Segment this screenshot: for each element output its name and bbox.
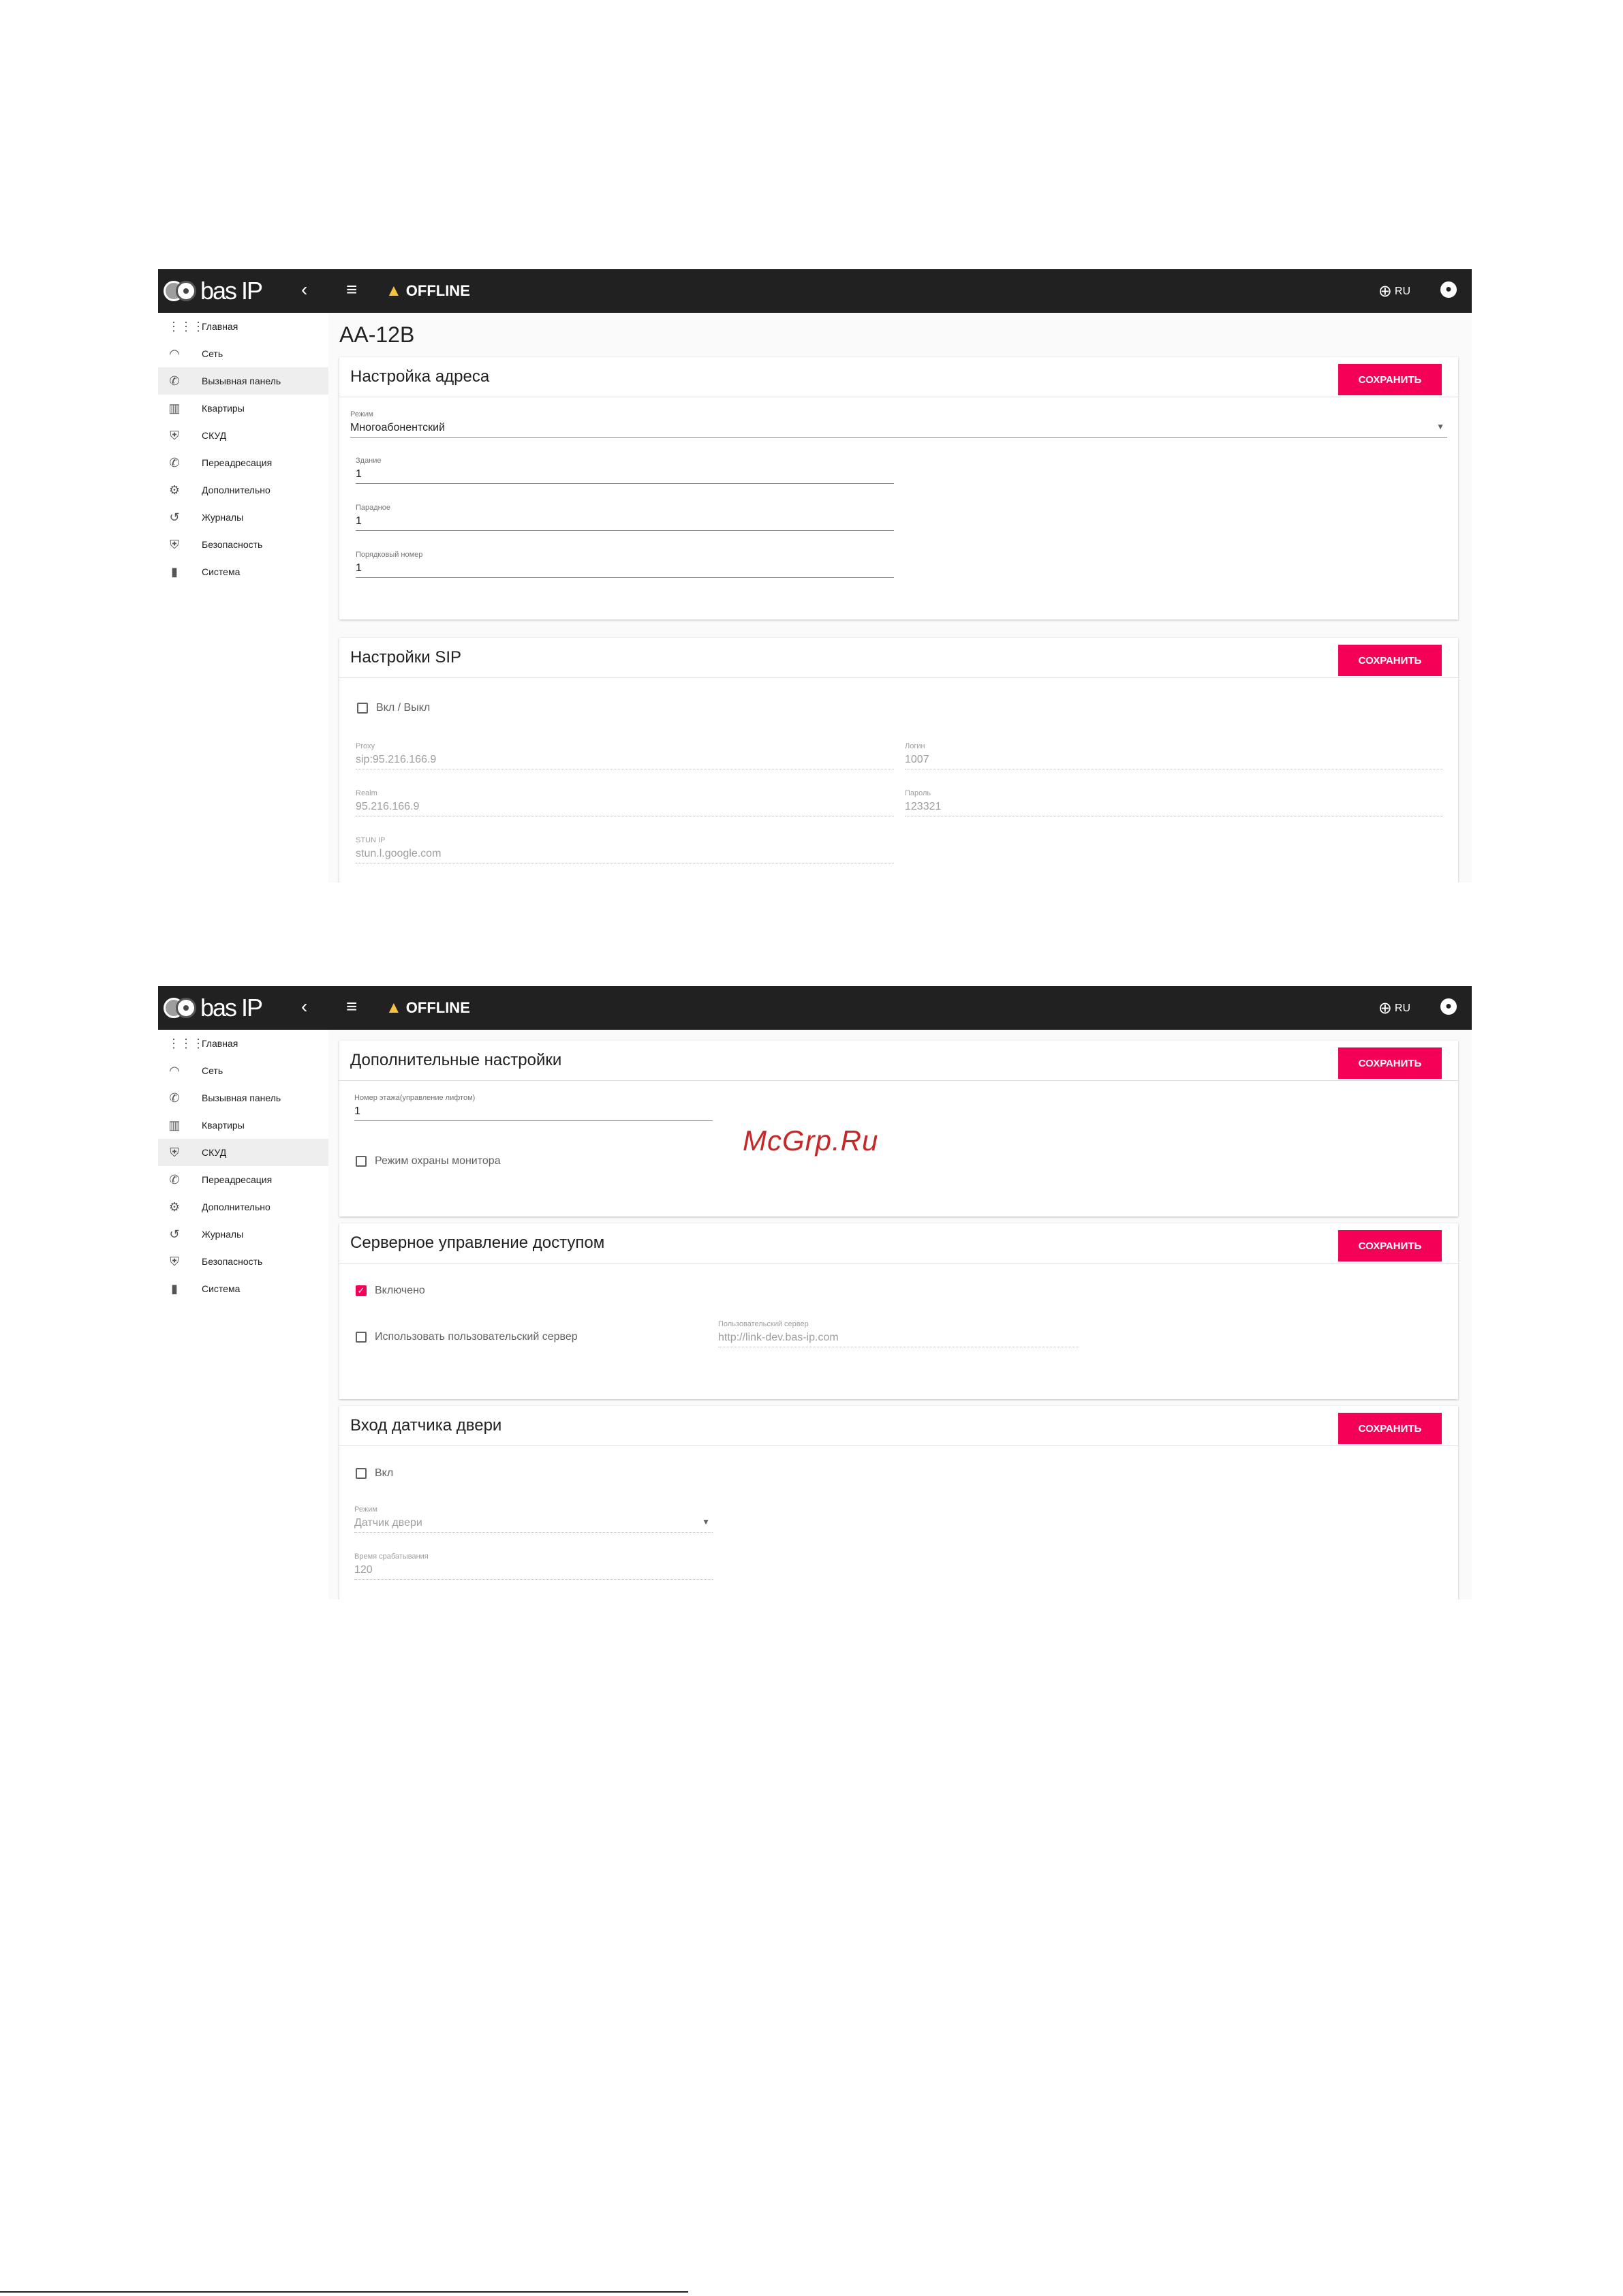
- card-title: Настройка адреса: [350, 367, 490, 386]
- sidebar-item-advanced[interactable]: ⚙ Дополнительно: [168, 483, 270, 497]
- grid-icon: ⋮⋮⋮: [168, 319, 204, 333]
- mode-select[interactable]: Режим Многоабонентский ▼: [350, 410, 1447, 438]
- sidebar-item-call-panel[interactable]: ✆ Вызывная панель: [158, 367, 328, 395]
- language-selector[interactable]: ⊕ RU: [1378, 999, 1410, 1017]
- entrance-field[interactable]: Парадное 1: [356, 504, 894, 531]
- warning-icon: ▲: [386, 998, 402, 1017]
- sidebar-item-advanced[interactable]: ⚙ Дополнительно: [168, 1199, 270, 1214]
- phone-forward-icon: ✆: [169, 1172, 180, 1187]
- door-mode-select[interactable]: Режим Датчик двери ▼: [354, 1505, 713, 1533]
- menu-icon[interactable]: ≡: [346, 279, 358, 300]
- dropdown-arrow-icon: ▼: [1436, 422, 1444, 431]
- screenshot-call-panel: [158, 269, 1472, 883]
- sidebar-item-network[interactable]: ◠ Сеть: [158, 340, 328, 367]
- login-field[interactable]: Логин 1007: [905, 742, 1443, 769]
- stun-field[interactable]: STUN IP stun.l.google.com: [356, 836, 894, 863]
- account-icon[interactable]: ●: [1440, 281, 1457, 298]
- sidebar-item-access-control[interactable]: ⛨ СКУД: [158, 422, 328, 449]
- sidebar-item-apartments[interactable]: ▥ Квартиры: [168, 401, 245, 415]
- save-button[interactable]: СОХРАНИТЬ: [1338, 1230, 1442, 1261]
- shield-check-icon: ⛨: [170, 428, 179, 442]
- system-icon: ▮: [171, 564, 178, 579]
- password-field[interactable]: Пароль 123321: [905, 789, 1443, 816]
- account-icon[interactable]: ●: [1440, 998, 1457, 1015]
- building-field[interactable]: Здание 1: [356, 457, 894, 484]
- custom-server-field[interactable]: Пользовательский сервер http://link-dev.bas-ip.com: [718, 1320, 1079, 1347]
- save-button[interactable]: СОХРАНИТЬ: [1338, 645, 1442, 676]
- security-icon: ⛨: [170, 1254, 179, 1268]
- phone-icon: ✆: [169, 1090, 180, 1105]
- sidebar-item-forwarding[interactable]: ✆ Переадресация: [158, 449, 328, 476]
- screenshot-access-control: [158, 986, 1472, 1599]
- sidebar-item-forwarding[interactable]: ✆ Переадресация: [158, 1166, 328, 1193]
- warning-icon: ▲: [386, 281, 402, 300]
- gear-icon: ⚙: [168, 483, 181, 497]
- collapse-sidebar-icon[interactable]: ‹: [301, 996, 308, 1017]
- address-settings-card: [339, 357, 1458, 619]
- server-enabled-checkbox[interactable]: ✓ Включено: [356, 1285, 425, 1297]
- menu-icon[interactable]: ≡: [346, 996, 358, 1017]
- shield-check-icon: ⛨: [170, 1145, 179, 1159]
- system-icon: ▮: [171, 1281, 178, 1296]
- server-access-card: [339, 1223, 1458, 1399]
- sidebar-item-main[interactable]: ⋮⋮⋮ Главная: [168, 319, 238, 333]
- door-sensor-enable-checkbox[interactable]: Вкл: [356, 1467, 393, 1480]
- history-icon: ↺: [169, 510, 180, 524]
- status-indicator: ▲ OFFLINE: [386, 998, 470, 1017]
- grid-icon: ⋮⋮⋮: [168, 1036, 204, 1050]
- page-footer-rule: [0, 2291, 688, 2293]
- building-icon: ▥: [168, 401, 181, 415]
- sidebar-item-network[interactable]: ◠ Сеть: [158, 1057, 328, 1084]
- sidebar-item-call-panel[interactable]: ✆ Вызывная панель: [158, 1084, 328, 1112]
- phone-forward-icon: ✆: [169, 455, 180, 470]
- sidebar-item-main[interactable]: ⋮⋮⋮ Главная: [168, 1036, 238, 1050]
- card-title: Серверное управление доступом: [350, 1234, 605, 1252]
- top-bar: [158, 269, 1472, 313]
- watermark: McGrp.Ru: [743, 1124, 879, 1157]
- globe-icon: ⊕: [1378, 282, 1392, 301]
- trigger-time-field[interactable]: Время срабатывания 120: [354, 1552, 713, 1580]
- sidebar-item-security[interactable]: ⛨ Безопасность: [158, 531, 328, 558]
- logo: bas IP: [164, 277, 262, 305]
- sidebar-item-security[interactable]: ⛨ Безопасность: [158, 1248, 328, 1275]
- language-selector[interactable]: ⊕ RU: [1378, 282, 1410, 301]
- sip-enable-checkbox[interactable]: Вкл / Выкл: [357, 702, 430, 714]
- monitor-guard-checkbox[interactable]: Режим охраны монитора: [356, 1155, 501, 1167]
- gear-icon: ⚙: [168, 1199, 181, 1214]
- serial-number-field[interactable]: Порядковый номер 1: [356, 551, 894, 578]
- wifi-icon: ◠: [169, 346, 180, 361]
- sidebar-item-access-control[interactable]: ⛨ СКУД: [158, 1139, 328, 1166]
- status-indicator: ▲ OFFLINE: [386, 281, 470, 300]
- door-sensor-card: [339, 1406, 1458, 1599]
- logo: bas IP: [164, 994, 262, 1022]
- dropdown-arrow-icon: ▼: [702, 1517, 710, 1527]
- save-button[interactable]: СОХРАНИТЬ: [1338, 364, 1442, 395]
- sidebar-item-logs[interactable]: ↺ Журналы: [158, 504, 328, 531]
- sidebar: [158, 313, 328, 883]
- top-bar: [158, 986, 1472, 1030]
- custom-server-checkbox[interactable]: Использовать пользовательский сервер: [356, 1331, 578, 1343]
- proxy-field[interactable]: Proxy sip:95.216.166.9: [356, 742, 894, 769]
- card-title: Настройки SIP: [350, 648, 462, 667]
- card-title: Вход датчика двери: [350, 1416, 502, 1435]
- collapse-sidebar-icon[interactable]: ‹: [301, 279, 308, 300]
- save-button[interactable]: СОХРАНИТЬ: [1338, 1047, 1442, 1079]
- save-button[interactable]: СОХРАНИТЬ: [1338, 1413, 1442, 1444]
- wifi-icon: ◠: [169, 1063, 180, 1077]
- security-icon: ⛨: [170, 537, 179, 551]
- building-icon: ▥: [168, 1118, 181, 1132]
- main-content: [328, 1030, 1472, 1599]
- page-title: AA-12B: [339, 322, 415, 347]
- history-icon: ↺: [169, 1227, 180, 1241]
- extra-settings-card: [339, 1041, 1458, 1216]
- globe-icon: ⊕: [1378, 999, 1392, 1017]
- sidebar-item-system[interactable]: ▮ Система: [158, 558, 328, 585]
- sidebar-item-apartments[interactable]: ▥ Квартиры: [168, 1118, 245, 1132]
- card-title: Дополнительные настройки: [350, 1051, 562, 1069]
- sidebar: [158, 1030, 328, 1599]
- sidebar-item-system[interactable]: ▮ Система: [158, 1275, 328, 1302]
- realm-field[interactable]: Realm 95.216.166.9: [356, 789, 894, 816]
- sip-settings-card: [339, 638, 1458, 883]
- phone-icon: ✆: [169, 373, 180, 388]
- sidebar-item-logs[interactable]: ↺ Журналы: [158, 1221, 328, 1248]
- main-content: [328, 313, 1472, 883]
- floor-number-field[interactable]: Номер этажа(управление лифтом) 1: [354, 1094, 713, 1121]
